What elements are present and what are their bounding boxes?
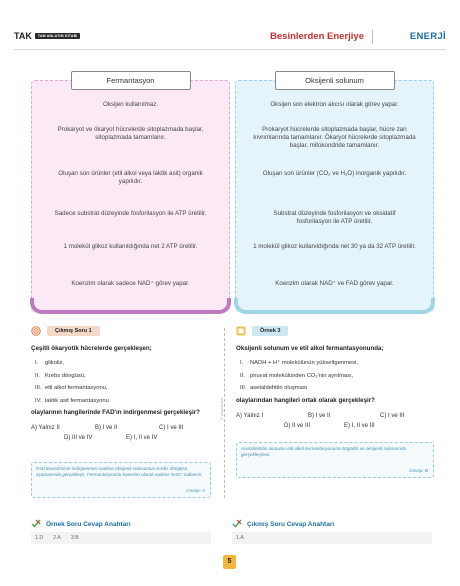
key-icon [232,519,242,530]
answer-key-value: 1.A [236,535,244,541]
question-tag: Örnek 3 [252,326,288,336]
list-item: I. NADH + H⁺ molekülünün yükseltgenmesi, [240,360,358,367]
fermentation-box [31,76,230,312]
example-answer-key [31,519,211,549]
question-stem: Çeşitli ökaryotik hücrelerde gerçekleşen; [31,345,152,352]
explanation-text: Asetaldehitin oluşumu etil alkol fermantasyonuna özgüdür ve oksijenli solunumda gerçekleşmez. [241,446,406,457]
aerobic-item: Substrat düzeyinde fosforilasyon ve oksidatif fosforilasyon ile ATP üretilir. [273,210,396,225]
publisher-watermark: © yayinevim [219,398,224,420]
question-tag: Çıkmış Soru 1 [47,326,100,336]
answer-key-value: 3.B [70,535,79,541]
aerobic-item: Prokaryot hücrelerde sitoplazmada başlar, hücre zarı kıvrımlarında tamamlanır. Ökaryot hücrelerde sitoplazmada başlar, mitokondride tamamlanır. [253,126,416,149]
header-divider [14,49,446,50]
column-divider [224,328,225,498]
option-a[interactable]: A) Yalnız II [31,425,60,431]
header-separator [372,30,373,44]
example-icon [236,326,246,336]
brand-name: TAK [14,31,32,41]
option-b[interactable]: B) I ve II [308,412,331,419]
fermentation-item: Prokaryot ve ökaryot hücrelerde sitoplazmada başlar, sitoplazmada tamamlanır. [57,126,204,141]
option-c[interactable]: C) I ve III [380,412,405,419]
past-exam-question [31,325,209,443]
explanation-text: FAD koenziminin indirgenmesi sadece oksijenli solunumun Krebs döngüsü aşamasında gerçekleşir. Fermantasyonda koenzim olarak sadece NAD⁺ kullanılır. [36,466,203,477]
option-e[interactable]: E) I, II ve III [344,422,375,429]
fermentation-item: Sadece substrat düzeyinde fosforilasyon ile ATP üretilir. [54,210,207,217]
page-number: 5 [223,555,236,569]
fermentation-title: Fermantasyon [71,71,191,90]
brand-subtitle: TAM ANLATIM KİTABI [35,33,81,39]
answer-key-value: 1.D [35,535,44,541]
aerobic-respiration-title: Oksijenli solunum [275,71,395,90]
answer-key-value: 2.A [53,535,61,541]
answer-label: Cevap: B [409,468,428,473]
page-header [0,22,460,52]
list-item: I. glikoliz, [35,360,65,367]
aerobic-item: Koenzim olarak NAD⁺ ve FAD görev yapar. [275,280,394,287]
aerobic-item: Oluşan son ürünler (CO₂ ve H₂O) inorganik yapılıdır. [262,170,407,177]
option-c[interactable]: C) I ve III [159,425,184,431]
question-prompt: olaylarından hangileri ortak olarak gerçekleşir? [236,396,375,404]
option-a[interactable]: A) Yalnız I [236,412,264,419]
list-item: II. piruvat molekülünden CO₂'nin ayrılması, [240,372,354,379]
aerobic-item: Oksijen son elektron alıcısı olarak görev yapar. [270,101,399,108]
answer-key-title: Örnek Soru Cevap Anahtarı [46,520,131,528]
answer-options [236,411,434,431]
list-item: II. Krebs döngüsü, [35,372,86,379]
example-question [236,325,434,431]
list-item: III. etil alkol fermantasyonu, [35,385,108,392]
answer-key-title: Çıkmış Soru Cevap Anahtarı [247,520,335,528]
option-b[interactable]: B) I ve II [95,425,118,431]
explanation-box [31,462,211,498]
list-item: III. asetaldehitin oluşması [240,385,308,392]
explanation-box [236,442,434,478]
fermentation-item: Oluşan son ürünler (etil alkol veya laktik asit) organik yapılıdır. [58,170,203,185]
chapter-title: Besinlerden Enerjiye [270,31,364,42]
answer-options [31,423,209,443]
fermentation-item: Oksijen kullanılmaz. [102,101,159,108]
question-stem: Oksijenli solunum ve etil alkol fermantasyonunda; [236,345,384,352]
fermentation-item: Koenzim olarak sadece NAD⁺ görev yapar. [71,280,190,287]
target-icon [31,326,41,336]
brand-logo [14,31,80,41]
answer-label: Cevap: A [186,488,205,493]
aerobic-respiration-box [235,76,434,312]
option-e[interactable]: E) I, II ve IV [126,435,158,441]
unit-title: ENERJİ [409,31,446,42]
aerobic-item: 1 molekül glikoz kullanıldığında net 30 ya da 32 ATP üretilir. [253,243,416,250]
fermentation-item: 1 molekül glikoz kullanıldığında net 2 ATP üretilir. [63,243,198,250]
key-icon [31,519,41,530]
question-prompt: olaylarının hangilerinde FAD'ın indirgenmesi gerçekleşir? [31,409,200,416]
list-item: IV. laktik asit fermantasyonu [35,397,109,404]
option-d[interactable]: D) II ve III [284,422,311,429]
option-d[interactable]: D) III ve IV [64,435,93,441]
past-exam-answer-key [232,519,432,549]
